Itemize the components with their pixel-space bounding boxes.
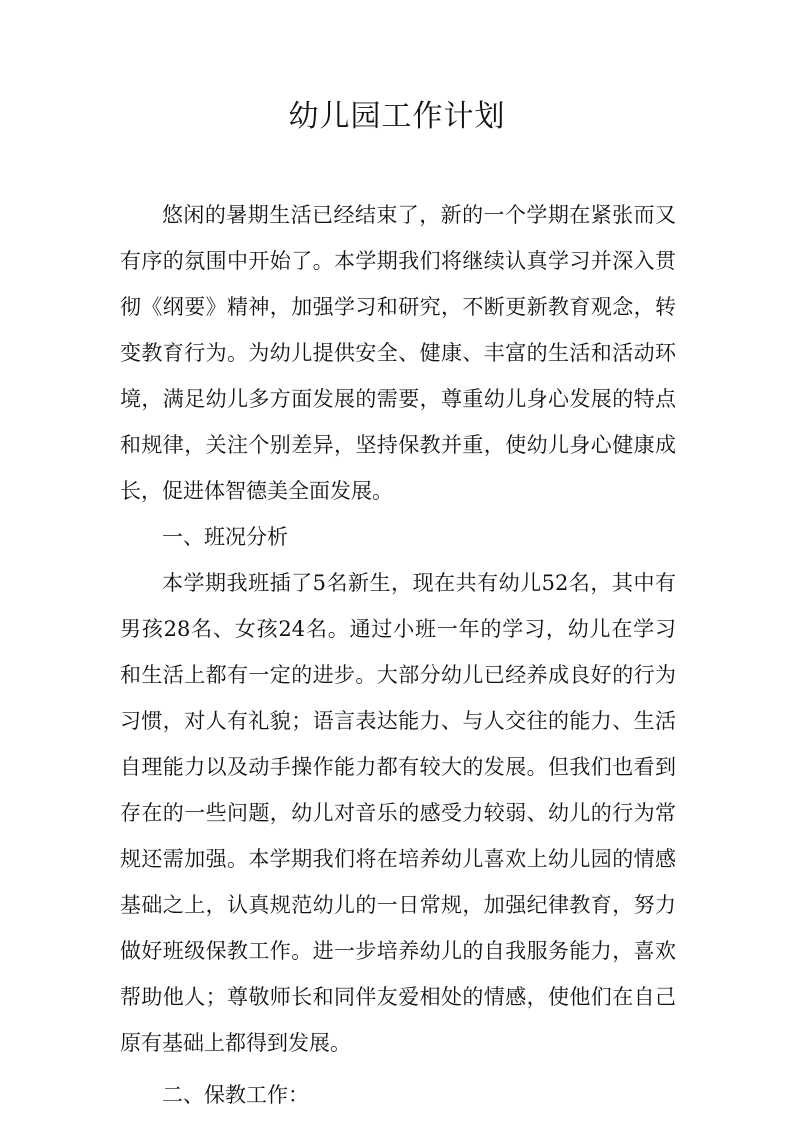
document-body [120, 192, 676, 1118]
section-heading-class-analysis: 一、班况分析 [162, 525, 288, 549]
intro-paragraph: 悠闲的暑期生活已经结束了，新的一个学期在紧张而又有序的氛围中开始了。本学期我们将继续认真学习并深入贯彻《纲要》精神，加强学习和研究，不断更新教育观念，转变教育行为。为幼儿提供安全、健康、丰富的生活和活动环境，满足幼儿多方面发展的需要，尊重幼儿身心发展的特点和规律，关注个别差异，坚持保教并重，使幼儿身心健康成长，促进体智德美全面发展。 [120, 203, 676, 503]
document-title: 幼儿园工作计划 [288, 99, 506, 134]
class-analysis-paragraph: 本学期我班插了5名新生，现在共有幼儿52名，其中有男孩28名、女孩24名。通过小班一年的学习，幼儿在学习和生活上都有一定的进步。大部分幼儿已经养成良好的行为习惯，对人有礼貌；语言表达能力、与人交往的能力、生活自理能力以及动手操作能力都有较大的发展。但我们也看到存在的一些问题，幼儿对音乐的感受力较弱、幼儿的行为常规还需加强。本学期我们将在培养幼儿喜欢上幼儿园的情感基础之上，认真规范幼儿的一日常规，加强纪律教育，努力做好班级保教工作。进一步培养幼儿的自我服务能力，喜欢帮助他人；尊敬师长和同伴友爱相处的情感，使他们在自己原有基础上都得到发展。 [120, 571, 676, 1055]
section-heading-care-education: 二、保教工作： [162, 1083, 309, 1107]
